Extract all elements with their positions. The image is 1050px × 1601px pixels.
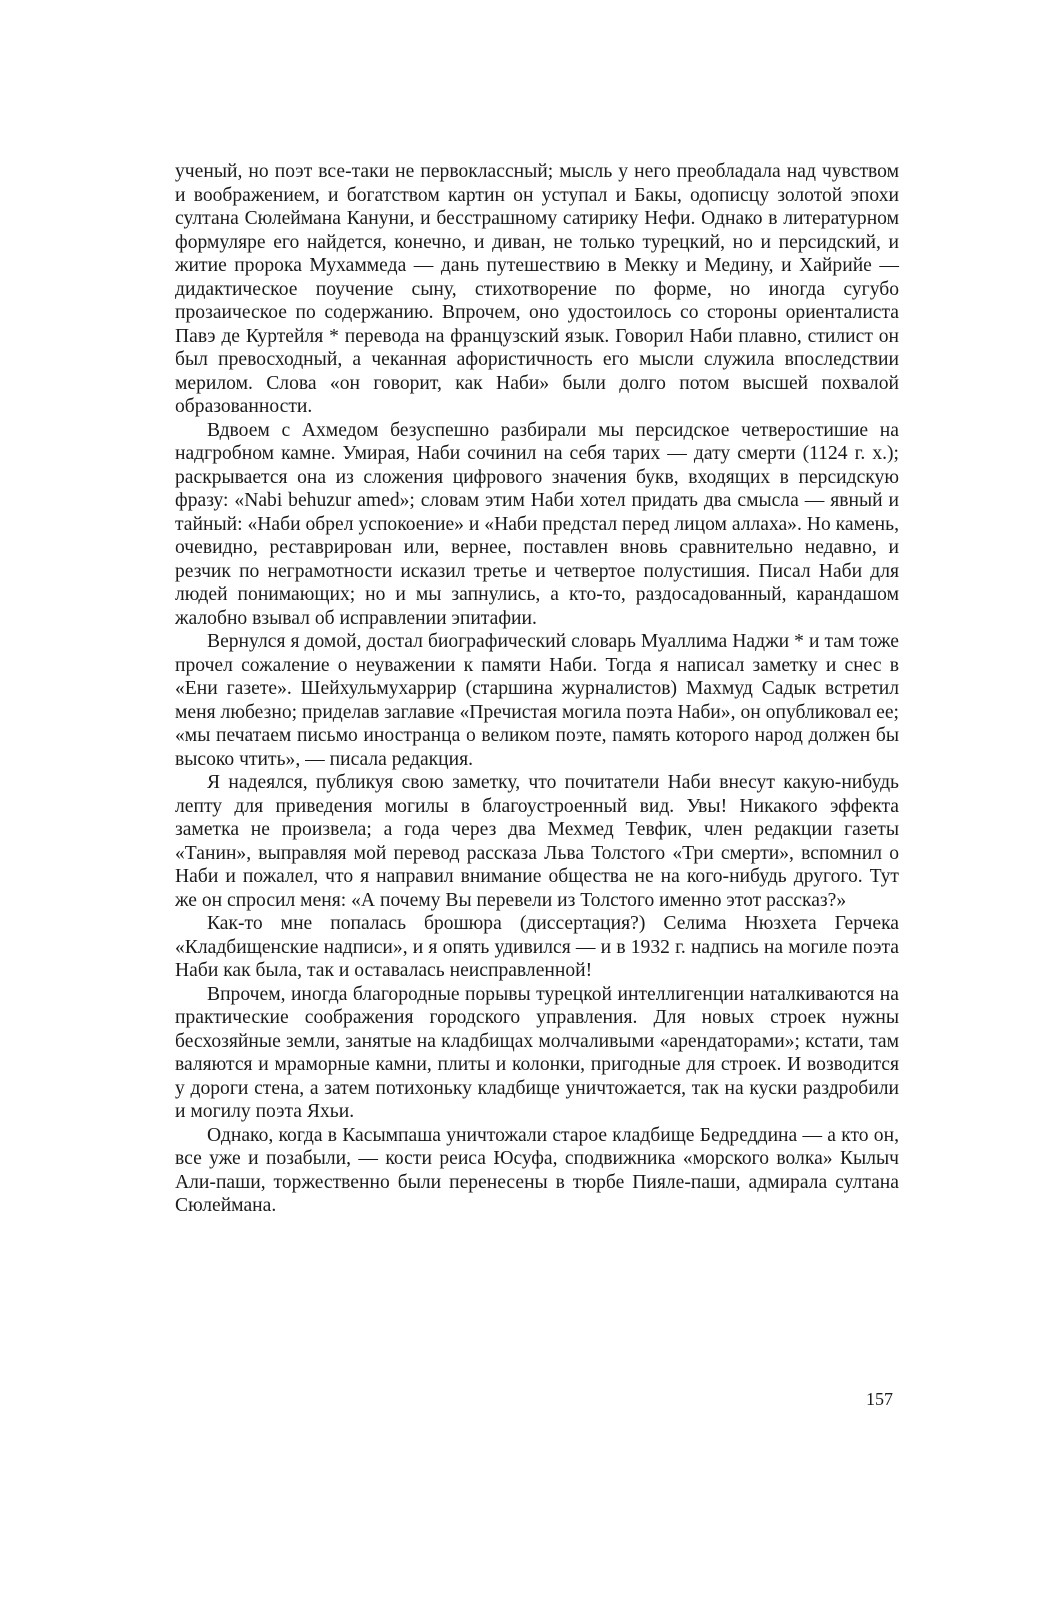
paragraph-5: Как-то мне попалась брошюра (диссертация?) Селима Нюзхета Герчека «Кладбищенские надписи», и я опять удивился — и в 1932 г. надпись на могиле поэта Наби как была, так и оставалась неисправленной! [175,913,899,981]
paragraph-1: ученый, но поэт все-таки не первоклассный; мысль у него преобладала над чувством и воображением, и богатством картин он уступал и Бакы, одописцу золотой эпохи султана Сюлеймана Кануни, и бесстрашному сатирику Нефи. Однако в литературном формуляре его найдется, конечно, и диван, не только турецкий, но и персидский, и житие пророка Мухаммеда — дань путешествию в Мекку и Медину, и Хайрийе — дидактическое поучение сыну, стихотворение по форме, но иногда сугубо прозаическое по содержанию. Впрочем, оно удостоилось со стороны ориенталиста Павэ де Куртейля * перевода на французский язык. Говорил Наби плавно, стилист он был превосходный, а чеканная афористичность его мысли служила впоследствии мерилом. Слова «он говорит, как Наби» были долго потом высшей похвалой образованности. [175,161,899,417]
paragraph-2: Вдвоем с Ахмедом безуспешно разбирали мы персидское четверостишие на надгробном камне. Умирая, Наби сочинил на себя тарих — дату смерти (1124 г. х.); раскрывается она из сложения цифрового значения букв, входящих в персидскую фразу: «Nabi behuzur amed»; словам этим Наби хотел придать два смысла — явный и тайный: «Наби обрел успокоение» и «Наби предстал перед лицом аллаха». Но камень, очевидно, реставрирован или, вернее, поставлен вновь сравнительно недавно, и резчик по неграмотности исказил третье и четвертое полустишия. Писал Наби для людей понимающих; но и мы запнулись, а кто-то, раздосадованный, карандашом жалобно взывал об исправлении эпитафии. [175,419,899,629]
paragraph-3: Вернулся я домой, достал биографический словарь Муаллима Наджи * и там тоже прочел сожаление о неуважении к памяти Наби. Тогда я написал заметку и снес в «Ени газете». Шейхульмухаррир (старшина журналистов) Махмуд Садык встретил меня любезно; приделав заглавие «Пречистая могила поэта Наби», он опубликовал ее; «мы печатаем письмо иностранца о великом поэте, память которого народ должен бы высоко чтить», — писала редакция. [175,631,899,770]
page-number: 157 [866,1389,893,1409]
body-text [175,160,899,1218]
paragraph-7: Однако, когда в Касымпаша уничтожали старое кладбище Бедреддина — а кто он, все уже и позабыли, — кости реиса Юсуфа, сподвижника «морского волка» Кылыч Али-паши, торжественно были перенесены в тюрбе Пияле-паши, адмирала султана Сюлеймана. [175,1124,899,1216]
paragraph-6: Впрочем, иногда благородные порывы турецкой интеллигенции наталкиваются на практические соображения городского управления. Для новых строек нужны бесхозяйные земли, занятые на кладбищах молчаливыми «арендаторами»; кстати, там валяются и мраморные камни, плиты и колонки, пригодные для строек. И возводится у дороги стена, а затем потихоньку кладбище уничтожается, так на куски раздробили и могилу поэта Яхьи. [175,983,899,1122]
paragraph-4: Я надеялся, публикуя свою заметку, что почитатели Наби внесут какую-нибудь лепту для приведения могилы в благоустроенный вид. Увы! Никакого эффекта заметка не произвела; а года через два Мехмед Тевфик, член редакции газеты «Танин», выправляя мой перевод рассказа Льва Толстого «Три смерти», вспомнил о Наби и пожалел, что я направил внимание общества не на кого-нибудь другого. Тут же он спросил меня: «А почему Вы перевели из Толстого именно этот рассказ?» [175,772,899,911]
